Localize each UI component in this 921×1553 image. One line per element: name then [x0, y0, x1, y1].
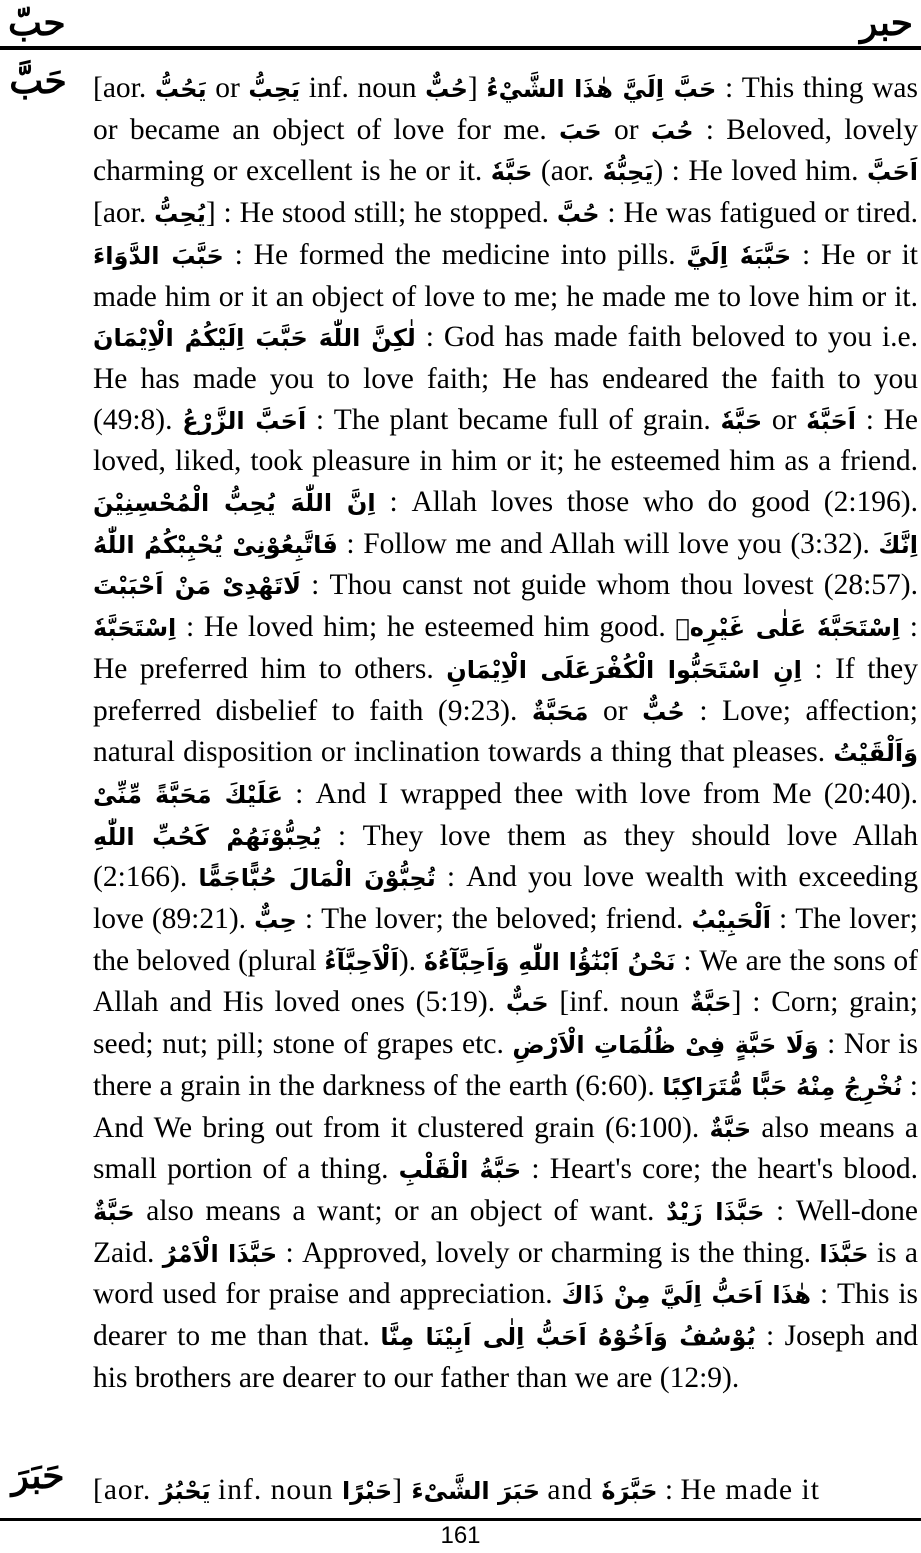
arabic-term: حَبَّذَا زَيْدٌ — [665, 1197, 765, 1226]
entry-headword: حَبَرَ — [11, 1455, 65, 1497]
arabic-term: حَبَّهٗ — [720, 406, 763, 435]
arabic-term: اِنَّكَ لَاتَهْدِىْ مَنْ اَحْبَبْتَ — [93, 530, 918, 601]
english-text: : If they preferred disbelief to faith (9:23). — [93, 652, 919, 727]
entry-definition — [93, 68, 918, 1399]
arabic-term: اِسْتَحَبَّهٗ عَلٰى غَيْرِهٖ — [675, 614, 901, 643]
page-header — [0, 0, 921, 50]
arabic-term: وَاَلْقَيْتُ عَلَيْكَ مَحَبَّةً مِّنِّىْ — [93, 739, 918, 809]
arabic-term: لٰكِنَّ اللّٰهَ حَبَّبَ اِلَيْكُمُ الْاِيْمَانَ — [93, 324, 416, 353]
english-text: : This thing was or became an object of love for me. — [93, 72, 918, 146]
english-text: : Joseph and his brothers are dearer to our father than we are (12:9). — [93, 1320, 918, 1394]
english-text: : Heart's core; the heart's blood. — [521, 1153, 919, 1186]
header-right-word: حبر — [860, 2, 913, 44]
arabic-term: حِبٌّ — [254, 906, 297, 935]
arabic-term: حَبَّةٌ — [709, 1114, 752, 1143]
english-text: : God has made faith beloved to you i.e. He has made you to love faith; He has endeared the faith to you (49:8). — [93, 321, 919, 436]
english-text: : Beloved, lovely charming or excellent is he or it. — [93, 113, 918, 188]
arabic-term: حَبَّذَا الْاَمْرُ — [162, 1239, 278, 1268]
english-text: : The plant became full of grain. — [306, 403, 721, 436]
english-text: is a word used for praise and appreciation. — [93, 1236, 918, 1311]
arabic-term: يَحِبُّ — [248, 75, 301, 103]
entry-headword: حَبَّ — [9, 60, 67, 102]
arabic-term: حَبَّةٌ — [689, 989, 732, 1018]
english-text: : He made it — [657, 1474, 820, 1506]
arabic-term: حَبَّرَهٗ — [601, 1477, 658, 1505]
english-text: : Allah loves those who do good (2:196). — [375, 486, 918, 519]
arabic-term: فَاتَّبِعُوْنِىْ يُحْبِبْكُمُ اللّٰهُ — [93, 530, 338, 559]
entry-definition — [93, 1470, 918, 1512]
english-text: also means a want; or an object of want. — [134, 1194, 666, 1227]
header-rule — [0, 46, 921, 50]
arabic-term: اِسْتَحَبَّهٗ — [93, 614, 177, 643]
english-text: and — [540, 1474, 602, 1506]
english-text: : We are the sons of Allah and His loved ones (5:19). — [93, 944, 918, 1019]
arabic-term: نُخْرِجُ مِنْهُ حَبًّا مُّتَرَاكِبًا — [662, 1072, 903, 1101]
arabic-term: اِنِ اسْتَحَبُّوا الْكُفْرَعَلَى الْاِيْمَانِ — [446, 655, 802, 684]
english-text: or — [762, 403, 807, 436]
arabic-term: حَبَرَ الشَّىْءَ — [411, 1477, 540, 1505]
arabic-term: حَبَّةُ الْقَلْبِ — [398, 1156, 522, 1185]
english-text: ] : He stood still; he stopped. — [205, 197, 557, 230]
english-text: ). — [398, 944, 424, 977]
arabic-term: حَبْرًا — [341, 1477, 393, 1505]
arabic-term: يَحِبُّهٗ — [602, 158, 654, 187]
english-text: or — [588, 694, 643, 727]
english-text: ) : He loved him. — [653, 155, 868, 188]
english-text: : The lover; the beloved; friend. — [296, 903, 692, 936]
english-text: ] — [467, 72, 487, 104]
english-text: or — [601, 113, 651, 146]
arabic-term: حَبَّبَهٗ اِلَيَّ — [686, 241, 792, 270]
arabic-term: تُحِبُّوْنَ الْمَالَ حُبًّاجَمًّا — [198, 864, 436, 893]
page-number: 161 — [440, 1522, 481, 1549]
arabic-term: حَبٌّ — [505, 989, 549, 1018]
arabic-term: حُبَ — [650, 116, 694, 145]
english-text: : The lover; the beloved (plural — [93, 903, 918, 977]
arabic-term: اِنَّ اللّٰهَ يُحِبُّ الْمُحْسِنِيْنَ — [93, 489, 376, 518]
english-text: : He or it made him or it an object of love to me; he made me to love him or it. — [93, 238, 919, 313]
arabic-term: حَبَّ اِلَيَّ هٰذَا الشَّيْءُ — [486, 75, 717, 103]
english-text: : He preferred him to others. — [93, 611, 919, 685]
arabic-term: نَحْنُ اَبْنٰٓؤُا اللّٰهِ وَاَحِبَّآءُهٗ — [423, 947, 676, 976]
arabic-term: حَبَّةٌ — [93, 1197, 135, 1226]
english-text: : This is dearer to me than that. — [93, 1278, 918, 1353]
english-text: [inf. noun — [548, 986, 690, 1019]
english-text: : And I wrapped thee with love from Me (20:40). — [283, 777, 918, 810]
footer-rule — [0, 1518, 921, 1521]
english-text: : Approved, lovely or charming is the thing. — [277, 1236, 820, 1269]
english-text: : Love; affection; natural disposition or inclination towards a thing that pleases. — [93, 694, 918, 769]
english-text: inf. noun — [300, 72, 426, 104]
english-text: or — [206, 72, 249, 104]
arabic-term: مَحَبَّةٌ — [531, 697, 589, 726]
arabic-term: حُبٌّ — [642, 697, 685, 726]
arabic-term: اَحَبَّ — [867, 158, 918, 187]
english-text: [aor. — [93, 1474, 160, 1506]
arabic-term: هٰذَا اَحَبُّ اِلَيَّ مِنْ ذَاكَ — [561, 1281, 812, 1310]
arabic-term: يُحِبُّ — [154, 200, 206, 229]
english-text: (aor. — [532, 155, 603, 188]
arabic-term: يَحُبُّ — [154, 75, 207, 103]
arabic-term: يَحْبُرُ — [159, 1477, 211, 1505]
arabic-term: حَبَ — [558, 116, 602, 145]
english-text: ] : Corn; grain; seed; nut; pill; stone of grapes etc. — [93, 986, 918, 1061]
english-text: : Follow me and Allah will love you (3:32). — [337, 527, 879, 560]
english-text: : And We bring out from it clustered grain (6:100). — [93, 1069, 918, 1144]
english-text: : And you love wealth with exceeding love (89:21). — [93, 861, 919, 936]
arabic-term: حَبَّبَ الدَّوَاءَ — [93, 241, 224, 270]
arabic-term: وَلَا حَبَّةٍ فِىْ ظُلُمَاتِ الْاَرْضِ — [512, 1031, 819, 1060]
english-text: [aor. — [93, 72, 155, 104]
arabic-term: اَلْحَبِيْبُ — [691, 906, 771, 935]
english-text: : He formed the medicine into pills. — [223, 238, 687, 271]
arabic-term: يُوْسُفُ وَاَخُوْهُ اَحَبُّ اِلٰى اَبِيْنَا مِنَّا — [380, 1323, 756, 1352]
arabic-term: يُحِبُّوْنَهُمْ كَحُبِّ اللّٰهِ — [93, 822, 322, 851]
arabic-term: اَلْاَحِبَّآءُ — [324, 947, 399, 976]
english-text: : Nor is there a grain in the darkness of the earth (6:60). — [93, 1028, 918, 1102]
english-text: : He loved, liked, took pleasure in him or it; he esteemed him as a friend. — [93, 403, 919, 478]
english-text: : They love them as they should love Allah (2:166). — [93, 819, 918, 894]
arabic-term: اَحَبَّهٗ — [806, 406, 857, 435]
arabic-term: حَبَّهٗ — [490, 158, 533, 187]
english-text: : He was fatigued or tired. — [599, 197, 918, 230]
english-text: : Well-done Zaid. — [93, 1194, 918, 1269]
header-left-word: حبّ — [8, 2, 66, 44]
arabic-term: حَبَّذَا — [819, 1239, 869, 1268]
arabic-term: حُبَّ — [556, 200, 600, 229]
arabic-term: اَحَبَّ الزَّرْعُ — [182, 406, 307, 435]
arabic-term: حُبٌّ — [425, 75, 468, 103]
english-text: also means a small portion of a thing. — [93, 1111, 918, 1186]
english-text: : Thou canst not guide whom thou lovest (28:57). — [300, 569, 919, 602]
english-text: : He loved him; he esteemed him good. — [176, 611, 676, 644]
english-text: ] — [392, 1474, 412, 1506]
english-text: [aor. — [93, 197, 155, 230]
english-text: inf. noun — [210, 1474, 342, 1506]
